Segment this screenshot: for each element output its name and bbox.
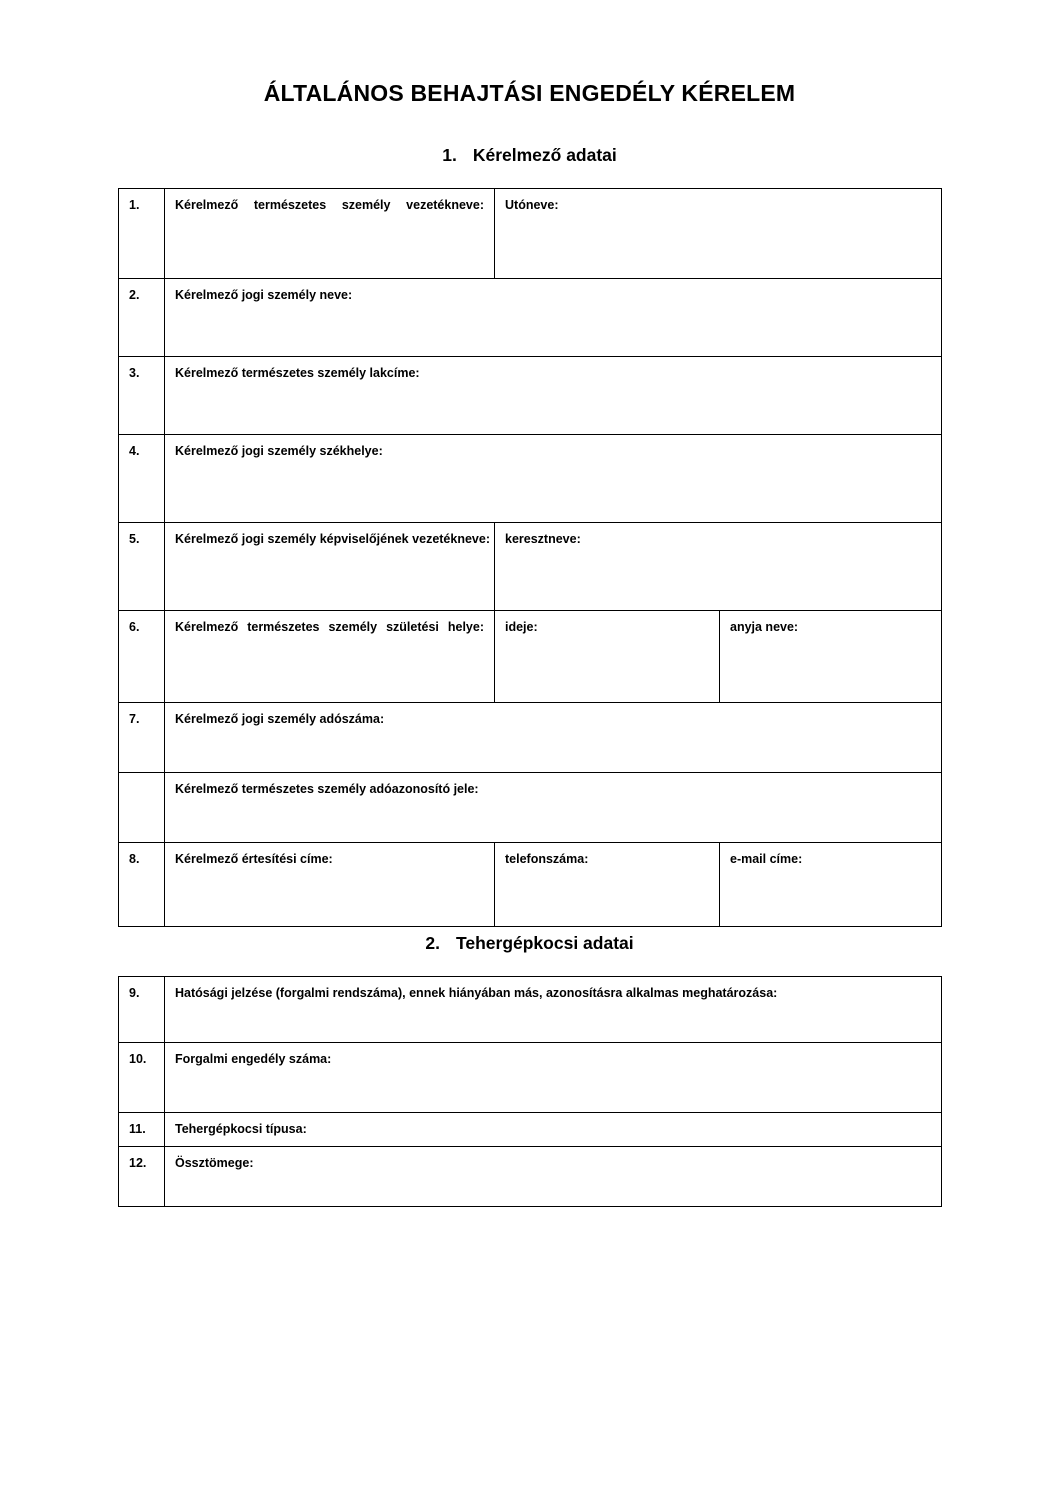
field-label-truck-type[interactable] (165, 1113, 942, 1147)
table-row (119, 773, 942, 843)
field-label-email[interactable] (720, 843, 942, 927)
label-text: Kérelmező természetes személy születési helye: (175, 620, 484, 634)
table-row (119, 1043, 942, 1113)
table-row (119, 843, 942, 927)
field-label-firstname[interactable] (495, 189, 942, 279)
table-row (119, 611, 942, 703)
label-text: Össztömege: (175, 1156, 254, 1170)
section-heading-applicant (118, 145, 941, 166)
table-row (119, 279, 942, 357)
page-title: ÁLTALÁNOS BEHAJTÁSI ENGEDÉLY KÉRELEM (263, 80, 796, 106)
section-title: Kérelmező adatai (472, 145, 617, 165)
row-number: 7. (119, 703, 165, 773)
label-text: ideje: (505, 620, 538, 634)
section-title: Tehergépkocsi adatai (455, 933, 634, 953)
field-label-registered-seat[interactable] (165, 435, 942, 523)
label-text: Kérelmező jogi személy székhelye: (175, 444, 383, 458)
table-row (119, 1113, 942, 1147)
field-label-notification-address[interactable] (165, 843, 495, 927)
label-text: telefonszáma: (505, 852, 589, 866)
field-label-surname (165, 189, 495, 279)
label-text: Hatósági jelzése (forgalmi rendszáma), ennek hiányában más, azonosításra alkalmas meghatározása: (175, 986, 778, 1000)
field-label-registration-number[interactable] (165, 1043, 942, 1113)
row-number: 9. (119, 977, 165, 1043)
field-label-plate-number[interactable] (165, 977, 942, 1043)
row-number: 12. (119, 1147, 165, 1207)
label-text: e-mail címe: (730, 852, 803, 866)
row-number: 1. (119, 189, 165, 279)
field-label-birth-place (165, 611, 495, 703)
label-text: Kérelmező jogi személy neve: (175, 288, 353, 302)
row-number: 6. (119, 611, 165, 703)
label-text: keresztneve: (505, 532, 581, 546)
field-label-mother-name[interactable] (720, 611, 942, 703)
row-number: 4. (119, 435, 165, 523)
field-label-representative-firstname[interactable] (495, 523, 942, 611)
label-text: Utóneve: (505, 198, 559, 212)
table-row (119, 435, 942, 523)
label-text: Forgalmi engedély száma: (175, 1052, 332, 1066)
section-number: 2. (425, 933, 440, 953)
table-row (119, 357, 942, 435)
field-label-birth-date[interactable] (495, 611, 720, 703)
field-label-representative-surname (165, 523, 495, 611)
label-text: Tehergépkocsi típusa: (175, 1122, 307, 1136)
truck-data-table (118, 976, 942, 1207)
table-row (119, 977, 942, 1043)
table-row (119, 703, 942, 773)
label-text: Kérelmező természetes személy lakcíme: (175, 366, 420, 380)
table-row (119, 1147, 942, 1207)
label-text: Kérelmező természetes személy adóazonosító jele: (175, 782, 479, 796)
field-label-phone[interactable] (495, 843, 720, 927)
label-text: anyja neve: (730, 620, 799, 634)
row-number: 10. (119, 1043, 165, 1113)
applicant-data-table (118, 188, 942, 927)
row-number: 2. (119, 279, 165, 357)
table-row (119, 523, 942, 611)
label-text: Kérelmező jogi személy képviselőjének vezetékneve: (175, 532, 490, 546)
field-label-total-weight[interactable] (165, 1147, 942, 1207)
row-number (119, 773, 165, 843)
field-label-tax-number[interactable] (165, 703, 942, 773)
field-label-tax-id[interactable] (165, 773, 942, 843)
row-number: 5. (119, 523, 165, 611)
section-heading-truck (118, 933, 941, 954)
row-number: 11. (119, 1113, 165, 1147)
label-text: Kérelmező értesítési címe: (175, 852, 333, 866)
row-number: 3. (119, 357, 165, 435)
field-label-legal-entity-name[interactable] (165, 279, 942, 357)
row-number: 8. (119, 843, 165, 927)
field-label-residence-address[interactable] (165, 357, 942, 435)
table-row (119, 189, 942, 279)
section-number: 1. (442, 145, 457, 165)
label-text: Kérelmező természetes személy vezetékneve: (175, 198, 484, 212)
label-text: Kérelmező jogi személy adószáma: (175, 712, 385, 726)
